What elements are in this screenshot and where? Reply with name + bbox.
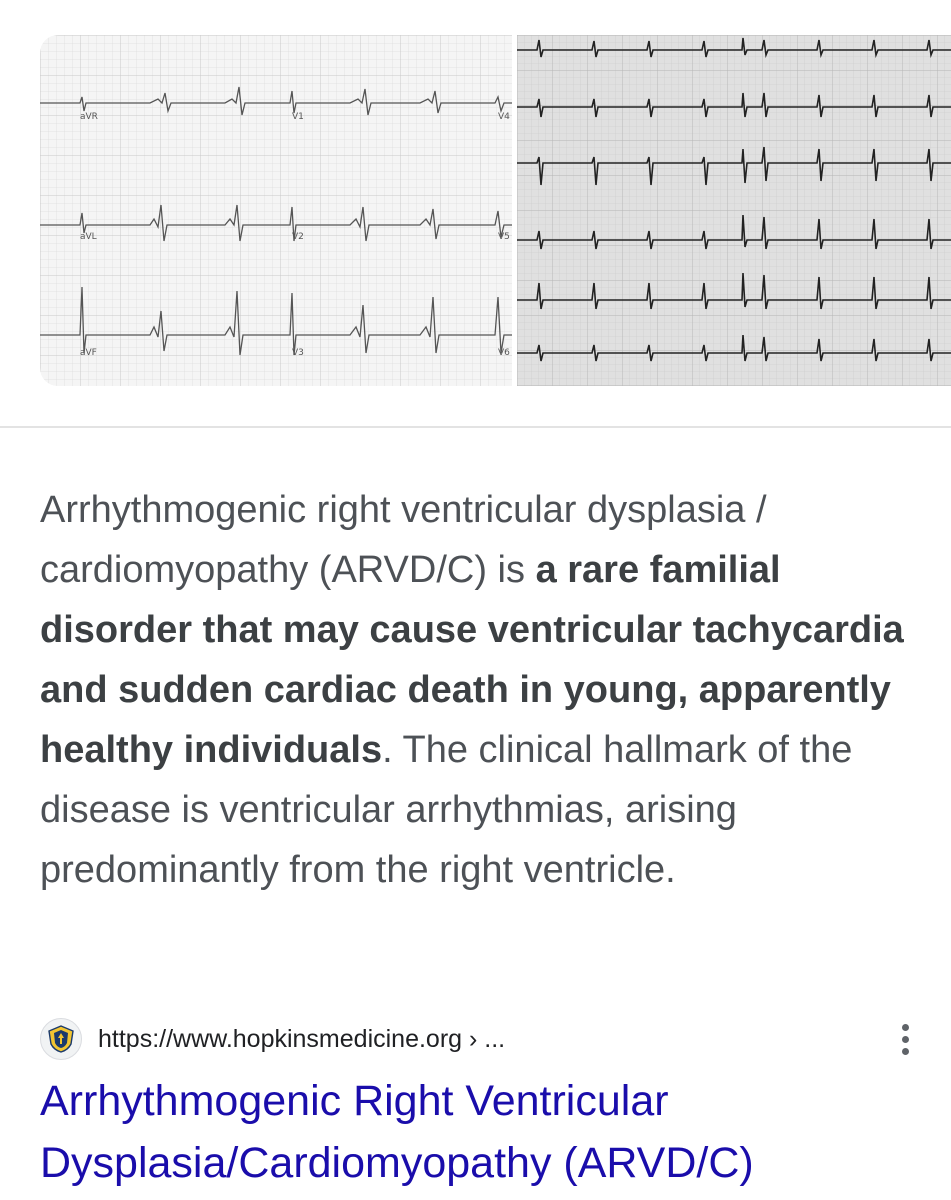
svg-text:aVL: aVL (80, 232, 97, 242)
more-vert-icon[interactable] (890, 1013, 920, 1065)
source-url[interactable]: https://www.hopkinsmedicine.org › ... (98, 1024, 506, 1053)
result-source[interactable] (40, 1013, 920, 1065)
svg-text:aVF: aVF (80, 348, 97, 358)
result-title-link[interactable]: Arrhythmogenic Right Ventricular Dysplasia/Cardiomyopathy (ARVD/C) (40, 1077, 754, 1187)
svg-text:V1: V1 (292, 112, 304, 122)
featured-snippet-text (40, 480, 920, 900)
svg-text:V3: V3 (292, 348, 304, 358)
image-results-row (40, 35, 951, 386)
section-divider (0, 426, 951, 428)
svg-text:V5: V5 (498, 232, 510, 242)
ecg-image-right[interactable] (517, 35, 951, 386)
ecg-image-left[interactable] (40, 35, 512, 386)
snippet-text-part2: . The clinical hallmark of the disease is ventricular arrhythmias, arising predominantly from the right ventricle. (40, 729, 853, 891)
ecg-strip-image (517, 35, 951, 386)
svg-text:aVR: aVR (80, 112, 98, 122)
snippet-text-part1: Arrhythmogenic right ventricular dysplasia / cardiomyopathy (ARVD/C) is (40, 489, 767, 591)
snippet-highlight: a rare familial disorder that may cause ventricular tachycardia and sudden cardiac death in young, apparently healthy individuals (40, 549, 904, 771)
hopkins-shield-icon (40, 1018, 82, 1060)
svg-text:V4: V4 (498, 112, 510, 122)
ecg-strip-image (40, 35, 512, 386)
svg-text:V2: V2 (292, 232, 304, 242)
svg-text:V6: V6 (498, 348, 510, 358)
